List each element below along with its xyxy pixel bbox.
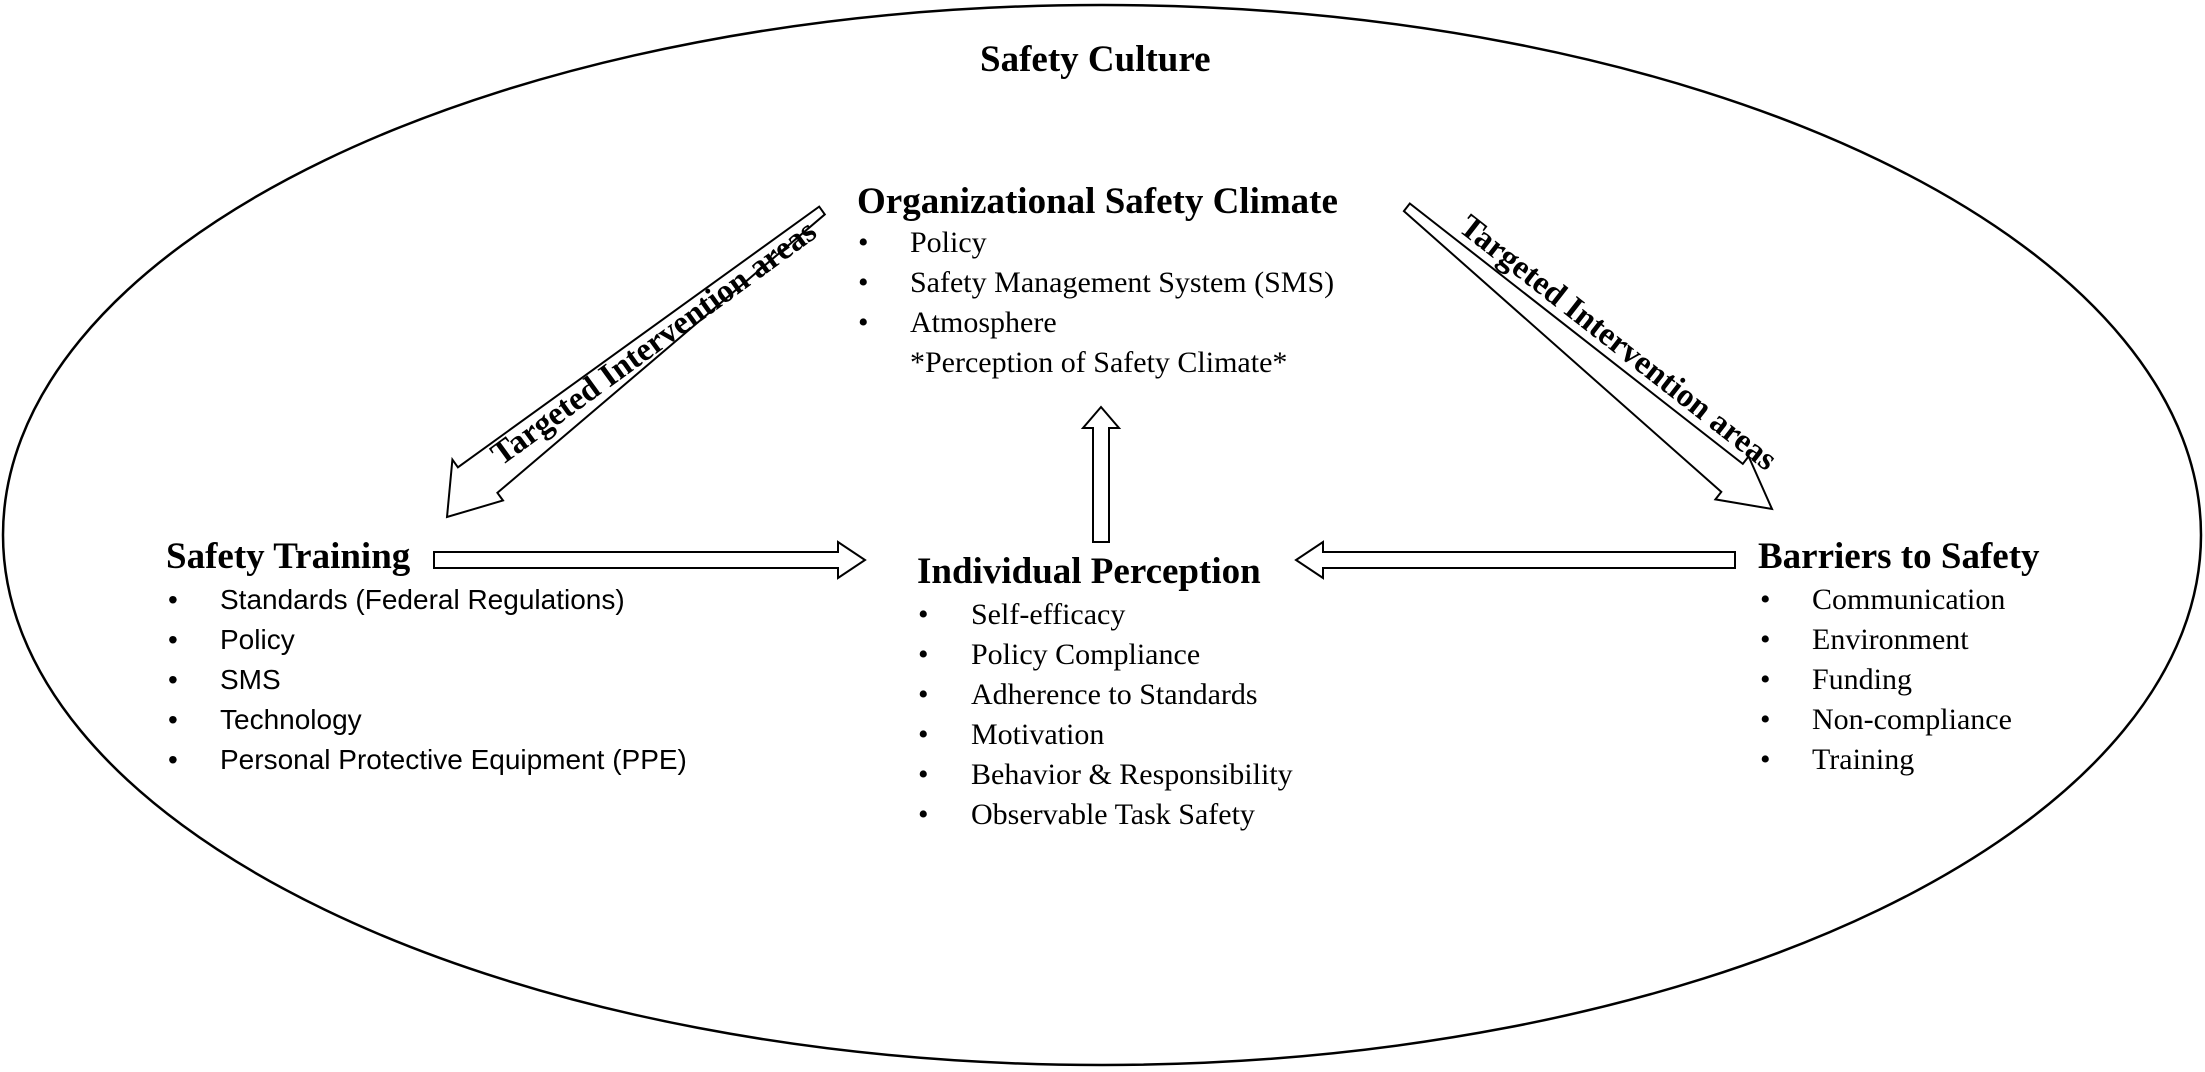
bullet: • <box>918 758 929 791</box>
bullet: • <box>918 718 929 751</box>
bullet: • <box>1760 743 1771 776</box>
training-item-ppe: Personal Protective Equipment (PPE) <box>220 744 687 775</box>
climate-item-policy: Policy <box>910 226 987 259</box>
training-item-policy: Policy <box>220 624 295 655</box>
training-title: Safety Training <box>166 536 411 577</box>
bullet: • <box>168 744 178 775</box>
barriers-item-environment: Environment <box>1812 623 1969 656</box>
climate-title: Organizational Safety Climate <box>857 181 1338 222</box>
bullet: • <box>858 226 869 259</box>
bullet: • <box>1760 663 1771 696</box>
barriers-item-non-compliance: Non-compliance <box>1812 703 2012 736</box>
arrow-label-left: Targeted Intervention areas <box>484 213 824 473</box>
bullet: • <box>1760 623 1771 656</box>
arrow-perception-to-climate <box>1083 407 1119 542</box>
bullet: • <box>918 598 929 631</box>
barriers-item-communication: Communication <box>1812 583 2006 616</box>
barriers-item-training: Training <box>1812 743 1915 776</box>
perception-item-behavior: Behavior & Responsibility <box>971 758 1293 791</box>
bullet: • <box>1760 583 1771 616</box>
barriers-item-funding: Funding <box>1812 663 1913 696</box>
climate-item-atmosphere: Atmosphere <box>910 306 1057 339</box>
bullet: • <box>918 638 929 671</box>
climate-note: *Perception of Safety Climate* <box>910 346 1288 379</box>
barriers-title: Barriers to Safety <box>1758 536 2040 577</box>
perception-title: Individual Perception <box>917 551 1261 592</box>
arrow-label-right: Targeted Intervention areas <box>1452 208 1784 478</box>
bullet: • <box>1760 703 1771 736</box>
bullet: • <box>168 704 178 735</box>
bullet: • <box>918 798 929 831</box>
safety-culture-title: Safety Culture <box>980 39 1211 80</box>
arrow-training-to-perception <box>434 542 865 578</box>
perception-item-self-efficacy: Self-efficacy <box>971 598 1126 631</box>
perception-item-policy-compliance: Policy Compliance <box>971 638 1201 671</box>
perception-item-adherence: Adherence to Standards <box>971 678 1258 711</box>
bullet: • <box>918 678 929 711</box>
bullet: • <box>168 664 178 695</box>
bullet: • <box>168 624 178 655</box>
training-item-sms: SMS <box>220 664 281 695</box>
perception-item-observable: Observable Task Safety <box>971 798 1255 831</box>
training-item-standards: Standards (Federal Regulations) <box>220 584 625 615</box>
bullet: • <box>168 584 178 615</box>
bullet: • <box>858 306 869 339</box>
training-item-technology: Technology <box>220 704 362 735</box>
bullet: • <box>858 266 869 299</box>
climate-item-sms: Safety Management System (SMS) <box>910 266 1335 299</box>
arrow-barriers-to-perception <box>1296 542 1735 578</box>
perception-item-motivation: Motivation <box>971 718 1105 751</box>
diagonal-arrow-right <box>1404 204 1772 510</box>
